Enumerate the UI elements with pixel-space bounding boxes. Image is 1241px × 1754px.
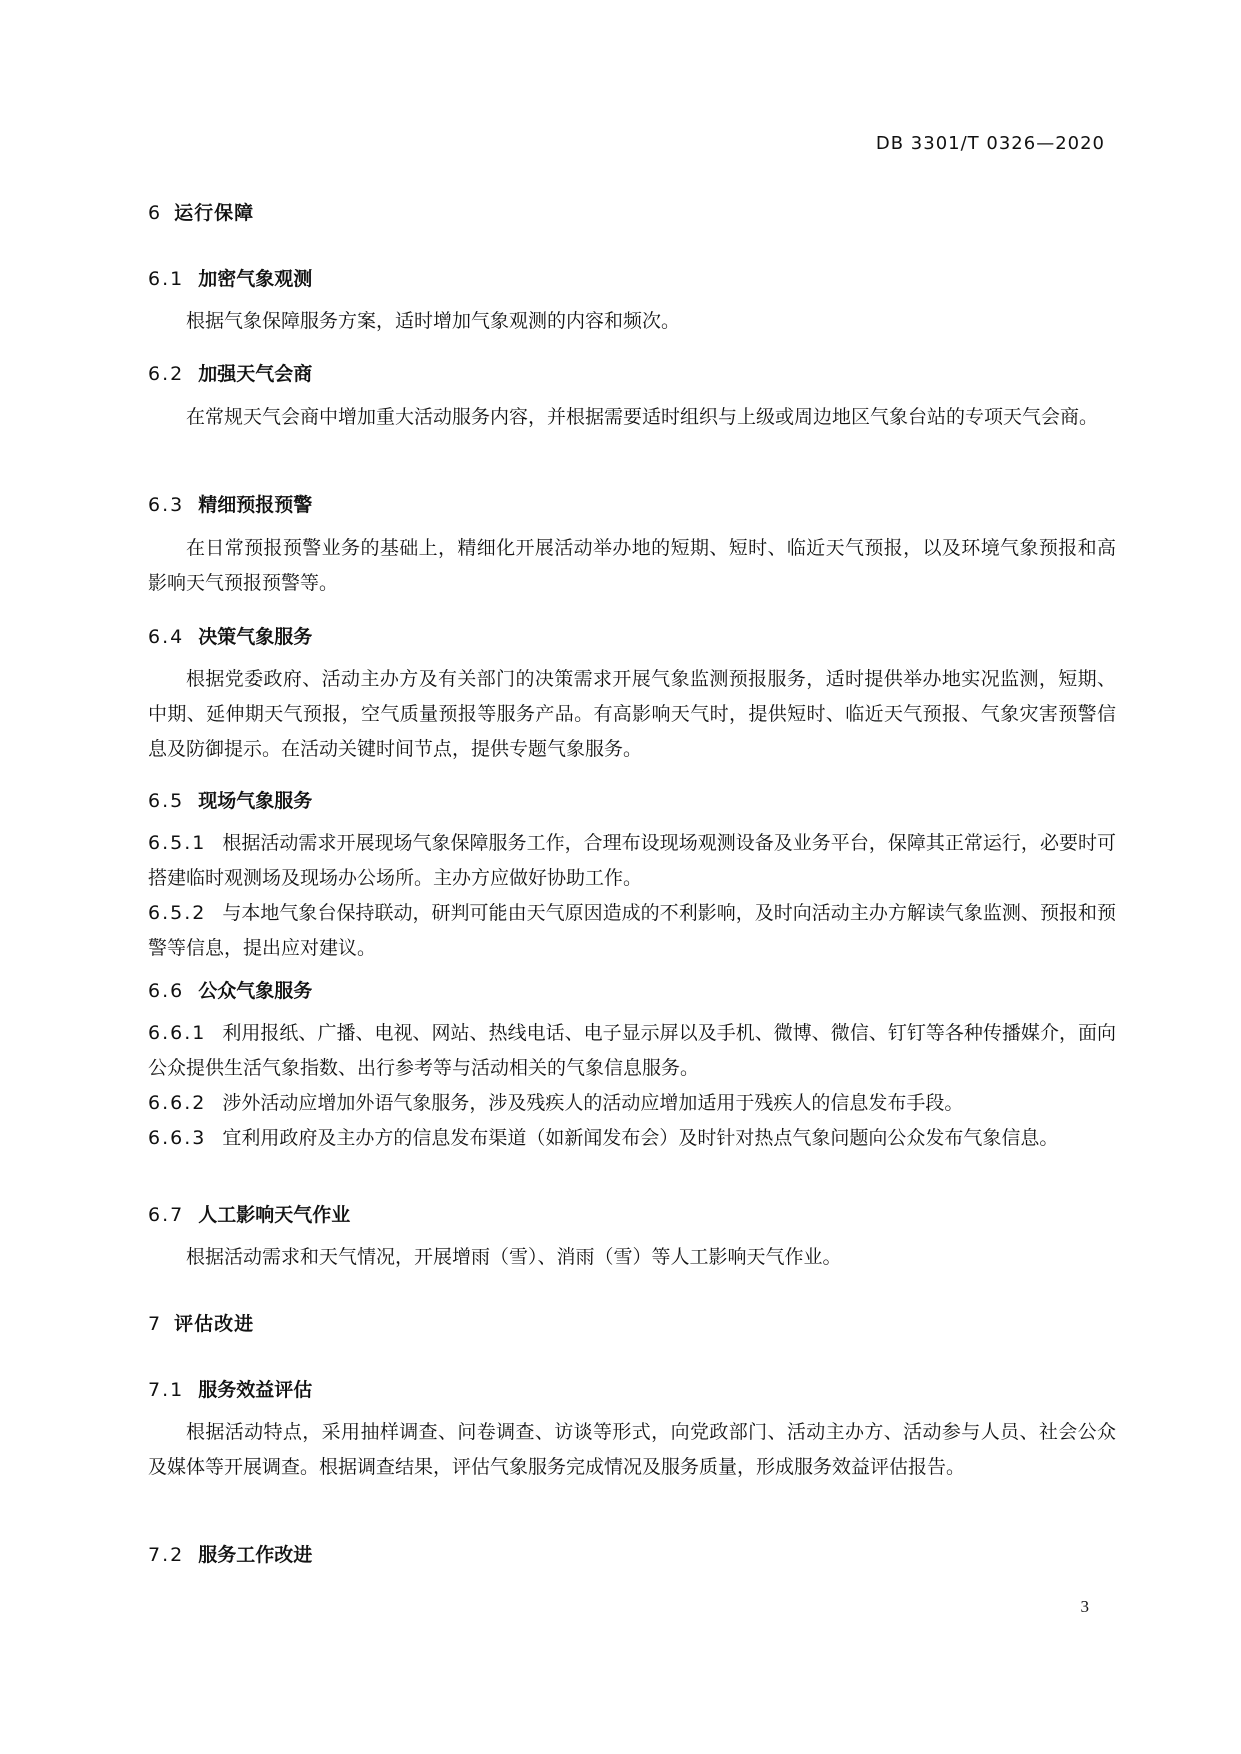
section-number: 6.1	[148, 268, 185, 290]
section-6-5-heading	[148, 786, 312, 813]
section-title: 运行保障	[174, 202, 255, 224]
section-number: 6.3	[148, 494, 185, 516]
section-title: 加密气象观测	[198, 268, 313, 290]
section-number: 7.2	[148, 1544, 185, 1566]
section-title: 服务效益评估	[198, 1379, 313, 1401]
section-6-7-heading	[148, 1200, 350, 1227]
section-title: 加强天气会商	[198, 363, 313, 385]
section-title: 精细预报预警	[198, 494, 313, 516]
clause-6-5-1	[148, 826, 1116, 896]
section-7-1-heading	[148, 1375, 312, 1402]
section-number: 7.1	[148, 1379, 185, 1401]
clause-number: 6.5.1	[148, 832, 207, 854]
clause-text: 利用报纸、广播、电视、网站、热线电话、电子显示屏以及手机、微博、微信、钉钉等各种传播媒介，面向公众提供生活气象指数、出行参考等与活动相关的气象信息服务。	[148, 1022, 1116, 1079]
section-6-7-text: 根据活动需求和天气情况，开展增雨（雪）、消雨（雪）等人工影响天气作业。	[186, 1246, 842, 1268]
section-6-4-heading	[148, 622, 312, 649]
section-6-2-heading	[148, 359, 312, 386]
section-6-3-text: 在日常预报预警业务的基础上，精细化开展活动举办地的短期、短时、临近天气预报，以及环境气象预报和高影响天气预报预警等。	[148, 537, 1116, 594]
section-7-1-text: 根据活动特点，采用抽样调查、问卷调查、访谈等形式，向党政部门、活动主办方、活动参与人员、社会公众及媒体等开展调查。根据调查结果，评估气象服务完成情况及服务质量，形成服务效益评估报告。	[148, 1421, 1116, 1478]
section-number: 7	[148, 1313, 163, 1335]
section-6-2-text: 在常规天气会商中增加重大活动服务内容，并根据需要适时组织与上级或周边地区气象台站的专项天气会商。	[186, 406, 1099, 428]
section-6-4-text: 根据党委政府、活动主办方及有关部门的决策需求开展气象监测预报服务，适时提供举办地实况监测，短期、中期、延伸期天气预报，空气质量预报等服务产品。有高影响天气时，提供短时、临近天气预报、气象灾害预警信息及防御提示。在活动关键时间节点，提供专题气象服务。	[148, 668, 1116, 760]
clause-6-6-1	[148, 1016, 1116, 1086]
clause-text: 与本地气象台保持联动，研判可能由天气原因造成的不利影响，及时向活动主办方解读气象监测、预报和预警等信息，提出应对建议。	[148, 902, 1116, 959]
section-title: 公众气象服务	[198, 980, 313, 1002]
clause-text: 宜利用政府及主办方的信息发布渠道（如新闻发布会）及时针对热点气象问题向公众发布气象信息。	[222, 1127, 1059, 1149]
clause-number: 6.6.3	[148, 1127, 207, 1149]
clause-text: 根据活动需求开展现场气象保障服务工作，合理布设现场观测设备及业务平台，保障其正常运行，必要时可搭建临时观测场及现场办公场所。主办方应做好协助工作。	[148, 832, 1116, 889]
clause-6-6-3	[148, 1121, 1116, 1156]
section-title: 评估改进	[174, 1313, 255, 1335]
section-number: 6.2	[148, 363, 185, 385]
clause-number: 6.5.2	[148, 902, 207, 924]
section-7-2-heading	[148, 1540, 312, 1567]
section-6-heading	[148, 198, 254, 225]
section-6-6-heading	[148, 976, 312, 1003]
page-number: 3	[1080, 1597, 1089, 1616]
clause-text: 涉外活动应增加外语气象服务，涉及残疾人的活动应增加适用于残疾人的信息发布手段。	[222, 1092, 964, 1114]
section-title: 决策气象服务	[198, 626, 313, 648]
section-7-heading	[148, 1309, 254, 1336]
section-title: 服务工作改进	[198, 1544, 313, 1566]
section-number: 6.7	[148, 1204, 185, 1226]
clause-6-6-2	[148, 1086, 1116, 1121]
section-6-3-heading	[148, 490, 312, 517]
section-title: 人工影响天气作业	[198, 1204, 351, 1226]
section-number: 6.6	[148, 980, 185, 1002]
clause-number: 6.6.1	[148, 1022, 207, 1044]
section-number: 6	[148, 202, 163, 224]
section-number: 6.5	[148, 790, 185, 812]
section-6-1-heading	[148, 264, 312, 291]
clause-6-5-2	[148, 896, 1116, 966]
document-code: DB 3301/T 0326—2020	[875, 133, 1105, 154]
section-title: 现场气象服务	[198, 790, 313, 812]
section-number: 6.4	[148, 626, 185, 648]
clause-number: 6.6.2	[148, 1092, 207, 1114]
section-6-1-text: 根据气象保障服务方案，适时增加气象观测的内容和频次。	[186, 310, 681, 332]
